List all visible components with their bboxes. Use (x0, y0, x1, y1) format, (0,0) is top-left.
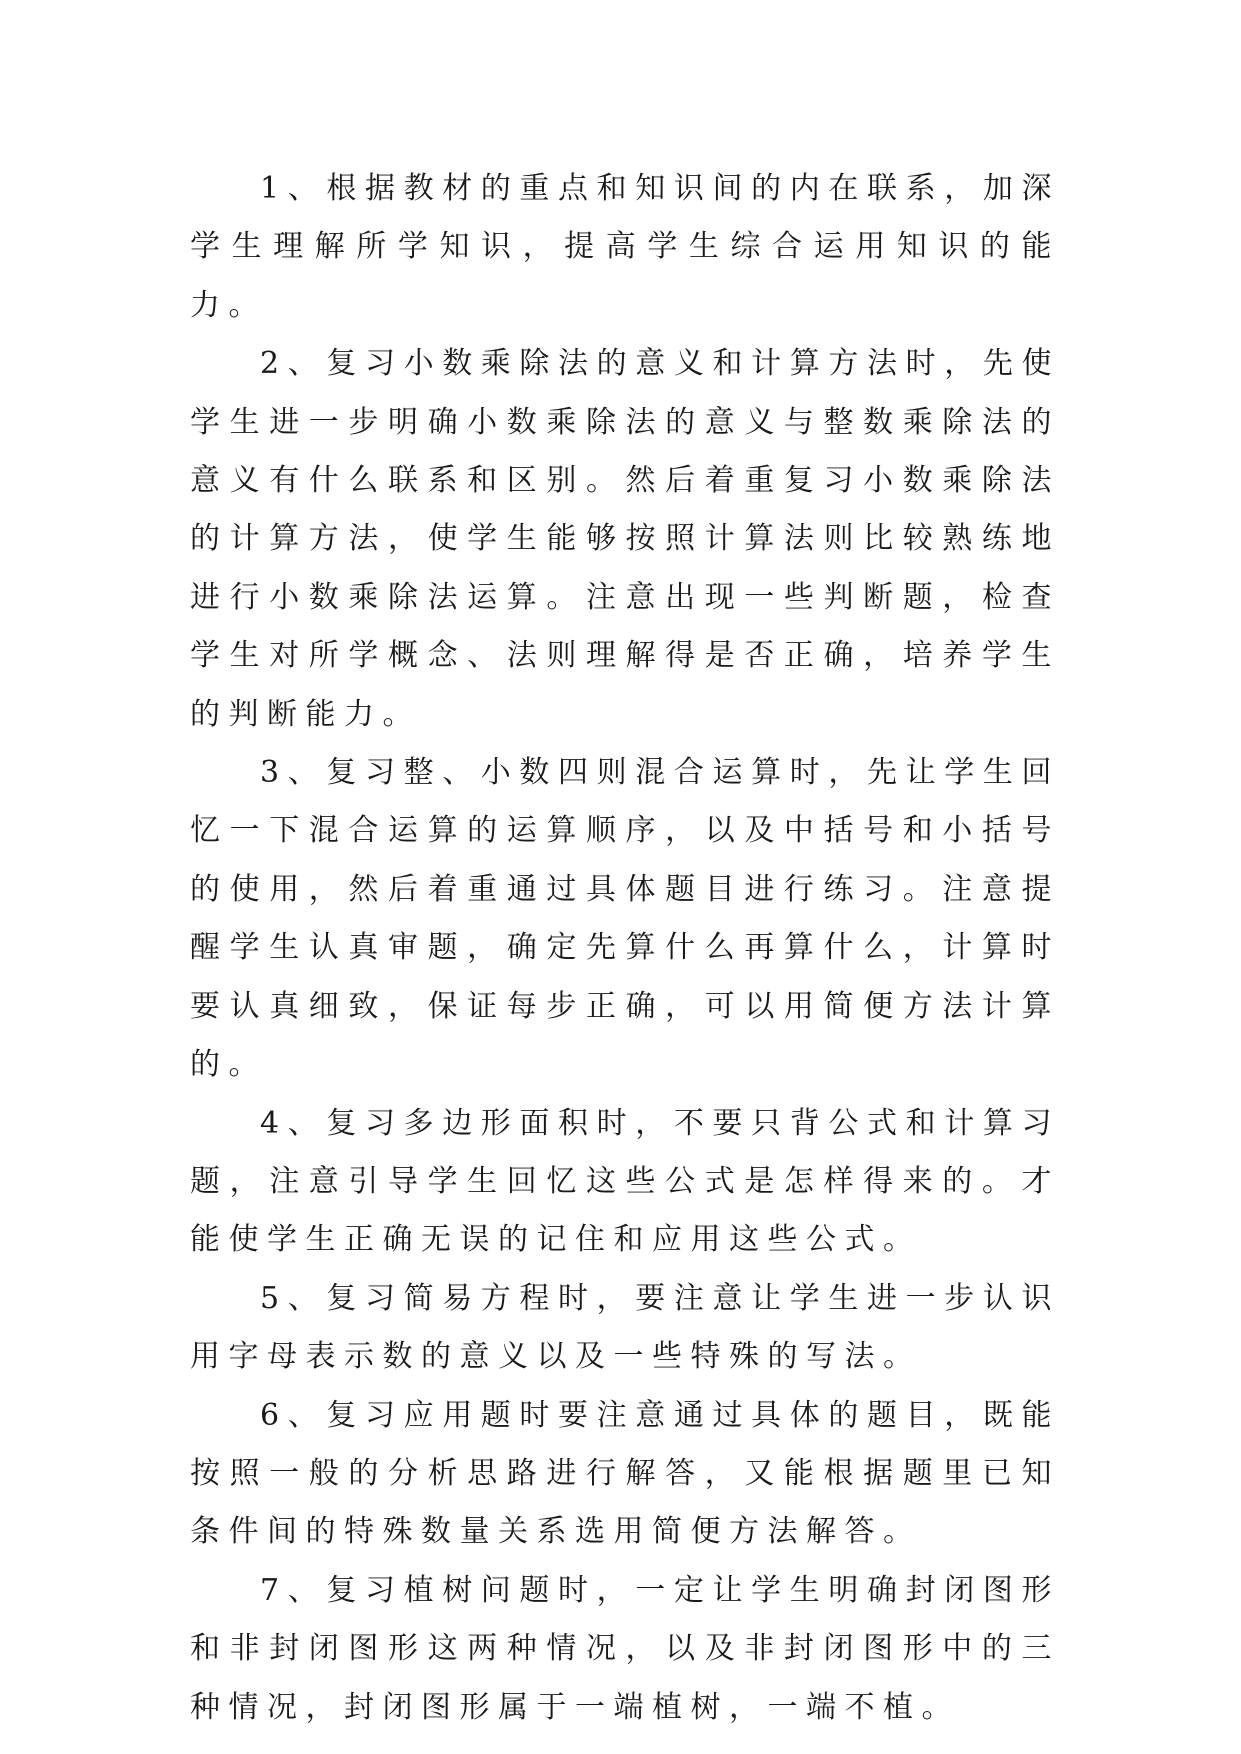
paragraph-4: 4、复习多边形面积时，不要只背公式和计算习题，注意引导学生回忆这些公式是怎样得来的。才能使学生正确无误的记住和应用这些公式。 (190, 1105, 1060, 1258)
paragraph-2: 2、复习小数乘除法的意义和计算方法时，先使学生进一步明确小数乘除法的意义与整数乘除法的意义有什么联系和区别。然后着重复习小数乘除法的计算方法，使学生能够按照计算法则比较熟练地进行小数乘除法运算。注意出现一些判断题，检查学生对所学概念、法则理解得是否正确，培养学生的判断能力。 (190, 346, 1060, 732)
paragraph-1: 1、根据教材的重点和知识间的内在联系，加深学生理解所学知识，提高学生综合运用知识的能力。 (190, 171, 1060, 323)
paragraph-3: 3、复习整、小数四则混合运算时，先让学生回忆一下混合运算的运算顺序，以及中括号和小括号的使用，然后着重通过具体题目进行练习。注意提醒学生认真审题，确定先算什么再算什么，计算时要认真细致，保证每步正确，可以用简便方法计算的。 (190, 755, 1060, 1083)
document-body (190, 160, 1060, 1737)
paragraph-7: 7、复习植树问题时，一定让学生明确封闭图形和非封闭图形这两种情况，以及非封闭图形中的三种情况，封闭图形属于一端植树，一端不植。 (190, 1572, 1060, 1725)
paragraph-6: 6、复习应用题时要注意通过具体的题目，既能按照一般的分析思路进行解答，又能根据题里已知条件间的特殊数量关系选用简便方法解答。 (190, 1397, 1060, 1550)
paragraph-5: 5、复习简易方程时，要注意让学生进一步认识用字母表示数的意义以及一些特殊的写法。 (190, 1280, 1060, 1375)
